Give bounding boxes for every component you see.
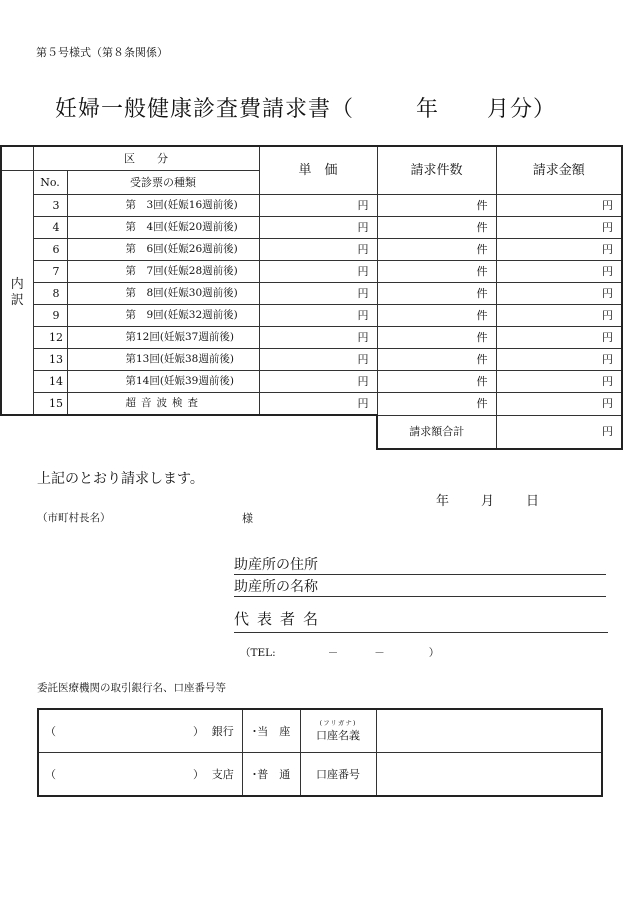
count-cell[interactable]: 件: [377, 283, 496, 305]
unit-price-cell[interactable]: 円: [259, 217, 377, 239]
row-no: 15: [33, 393, 67, 416]
title-year: 年: [416, 97, 440, 122]
request-statement: 上記のとおり請求します。: [37, 471, 204, 487]
row-type: 第12回(妊娠37週前後): [67, 327, 259, 349]
row-no: 8: [33, 283, 67, 305]
row-type: 第 3回(妊娠16週前後): [67, 195, 259, 217]
unit-price-cell[interactable]: 円: [259, 195, 377, 217]
row-type: 第13回(妊娠38週前後): [67, 349, 259, 371]
count-cell[interactable]: 件: [377, 217, 496, 239]
table-row: [1, 305, 622, 327]
count-cell[interactable]: 件: [377, 261, 496, 283]
bank-label: 銀行: [204, 709, 242, 753]
row-no: 12: [33, 327, 67, 349]
row-no: 13: [33, 349, 67, 371]
table-row: [1, 239, 622, 261]
row-no: 14: [33, 371, 67, 393]
row-type: 第 7回(妊娠28週前後): [67, 261, 259, 283]
amount-cell[interactable]: 円: [496, 371, 622, 393]
unit-price-cell[interactable]: 円: [259, 283, 377, 305]
bank-name-field[interactable]: （ ）: [38, 709, 204, 753]
table-row: [1, 195, 622, 217]
row-type: 第 9回(妊娠32週前後): [67, 305, 259, 327]
row-type: 第 6回(妊娠26週前後): [67, 239, 259, 261]
amount-cell[interactable]: 円: [496, 349, 622, 371]
row-no: 6: [33, 239, 67, 261]
title-month: 月分）: [487, 97, 557, 122]
row-type: 第14回(妊娠39週前後): [67, 371, 259, 393]
honorific-sama: 様: [242, 512, 253, 525]
unit-price-cell[interactable]: 円: [259, 261, 377, 283]
unit-price-cell[interactable]: 円: [259, 239, 377, 261]
tel-field[interactable]: （TEL: － － ）: [240, 647, 440, 659]
category-header: 区 分: [33, 146, 259, 171]
row-no: 3: [33, 195, 67, 217]
amount-cell[interactable]: 円: [496, 239, 622, 261]
total-amount-cell[interactable]: 円: [496, 415, 622, 449]
count-cell[interactable]: 件: [377, 349, 496, 371]
row-no: 9: [33, 305, 67, 327]
amount-header: 請求金額: [496, 146, 622, 195]
request-date[interactable]: 年 月 日: [436, 494, 540, 509]
clinic-address-field[interactable]: 助産所の住所: [234, 554, 606, 575]
representative-field[interactable]: 代表者名: [234, 608, 608, 633]
type-header: 受診票の種類: [67, 171, 259, 195]
amount-cell[interactable]: 円: [496, 261, 622, 283]
account-number-label: 口座番号: [300, 753, 376, 797]
count-cell[interactable]: 件: [377, 327, 496, 349]
amount-cell[interactable]: 円: [496, 327, 622, 349]
total-label: 請求額合計: [377, 415, 496, 449]
unit-price-cell[interactable]: 円: [259, 393, 377, 416]
bank-info-caption: 委託医療機関の取引銀行名、口座番号等: [37, 682, 226, 694]
row-no: 7: [33, 261, 67, 283]
amount-cell[interactable]: 円: [496, 283, 622, 305]
checking-option[interactable]: ･当 座: [242, 709, 300, 753]
title-main: 妊婦一般健康診査費請求書（: [55, 97, 355, 122]
no-header: No.: [33, 171, 67, 195]
account-number-field[interactable]: [376, 753, 602, 797]
form-number: 第５号様式（第８条関係）: [36, 46, 168, 59]
table-row: [1, 217, 622, 239]
row-type: 第 8回(妊娠30週前後): [67, 283, 259, 305]
document-title: [55, 92, 556, 123]
count-cell[interactable]: 件: [377, 393, 496, 416]
table-row: [1, 327, 622, 349]
table-row: [1, 349, 622, 371]
amount-cell[interactable]: 円: [496, 195, 622, 217]
savings-option[interactable]: ･普 通: [242, 753, 300, 797]
breakdown-table: [0, 145, 623, 450]
amount-cell[interactable]: 円: [496, 305, 622, 327]
bank-account-table: [37, 708, 603, 797]
amount-cell[interactable]: 円: [496, 393, 622, 416]
account-holder-label: (フリガナ) 口座名義: [300, 709, 376, 753]
row-type: 超音波検査: [67, 393, 259, 416]
amount-cell[interactable]: 円: [496, 217, 622, 239]
account-holder-field[interactable]: [376, 709, 602, 753]
count-cell[interactable]: 件: [377, 195, 496, 217]
corner-cell: [1, 146, 33, 171]
breakdown-side-label: 内訳: [1, 171, 33, 416]
row-type: 第 4回(妊娠20週前後): [67, 217, 259, 239]
row-no: 4: [33, 217, 67, 239]
count-cell[interactable]: 件: [377, 305, 496, 327]
unit-price-header: 単 価: [259, 146, 377, 195]
count-cell[interactable]: 件: [377, 239, 496, 261]
count-header: 請求件数: [377, 146, 496, 195]
branch-name-field[interactable]: （ ）: [38, 753, 204, 797]
unit-price-cell[interactable]: 円: [259, 371, 377, 393]
table-row: [1, 261, 622, 283]
branch-label: 支店: [204, 753, 242, 797]
table-row: [1, 393, 622, 416]
unit-price-cell[interactable]: 円: [259, 349, 377, 371]
mayor-name-label: （市町村長名）: [37, 512, 111, 524]
clinic-name-field[interactable]: 助産所の名称: [234, 576, 606, 597]
unit-price-cell[interactable]: 円: [259, 305, 377, 327]
unit-price-cell[interactable]: 円: [259, 327, 377, 349]
table-row: [1, 283, 622, 305]
table-row: [1, 371, 622, 393]
count-cell[interactable]: 件: [377, 371, 496, 393]
